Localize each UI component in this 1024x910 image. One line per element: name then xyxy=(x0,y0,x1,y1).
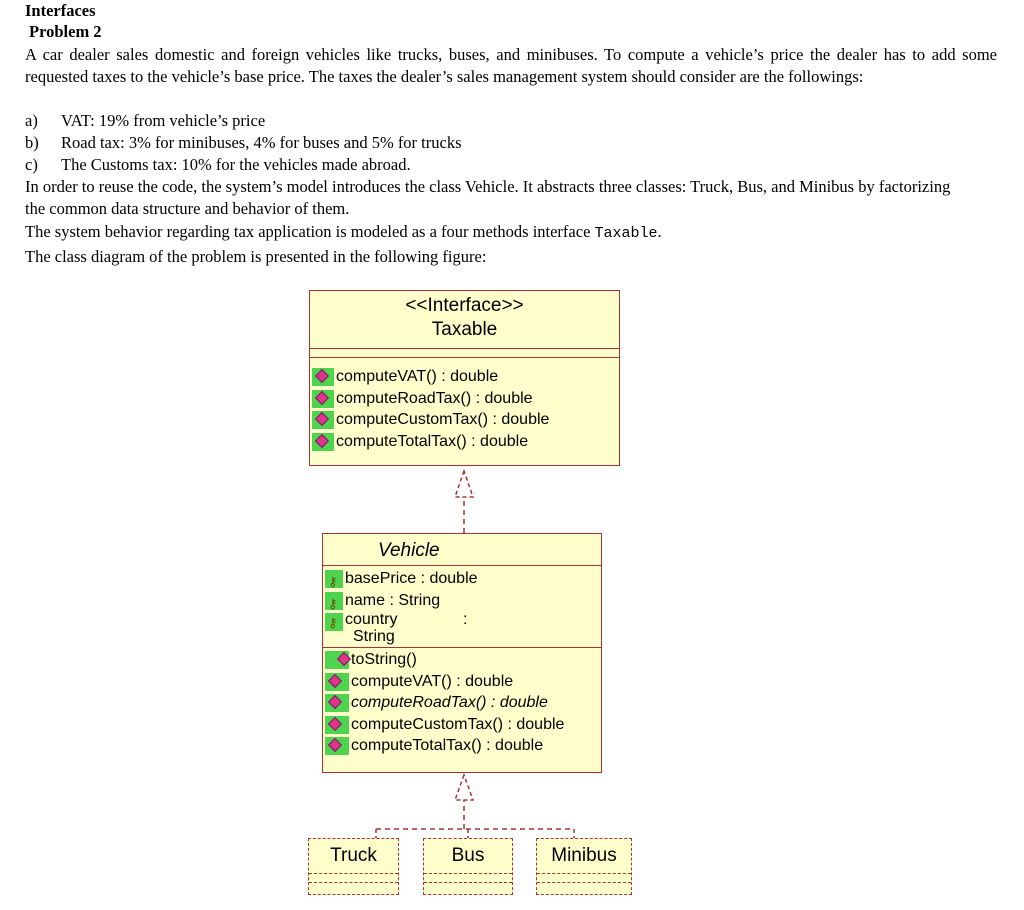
class-name: Vehicle xyxy=(378,540,440,561)
method-row[interactable] xyxy=(323,735,601,757)
public-method-icon xyxy=(325,716,349,734)
divider xyxy=(424,873,512,882)
behavior-end: . xyxy=(657,222,662,241)
method-label: computeCustomTax() : double xyxy=(336,411,550,428)
attribute-row[interactable] xyxy=(323,611,601,629)
interface-code: Taxable xyxy=(594,225,658,242)
class-name: Minibus xyxy=(551,845,617,866)
divider xyxy=(309,873,398,882)
method-label: computeTotalTax() : double xyxy=(351,737,544,754)
problem-title: Problem 2 xyxy=(29,22,102,41)
protected-attribute-icon: ⚷ xyxy=(325,570,343,588)
tax-item-text: VAT: 19% from vehicle’s price xyxy=(61,111,266,130)
public-method-icon xyxy=(312,411,334,429)
divider xyxy=(424,882,512,891)
method-row[interactable] xyxy=(310,388,619,410)
heading: Interfaces xyxy=(25,1,96,20)
method-row[interactable] xyxy=(310,431,619,453)
truck-class-box[interactable] xyxy=(308,838,399,895)
tax-item-text: The Customs tax: 10% for the vehicles made abroad. xyxy=(61,155,411,174)
method-label: computeCustomTax() : double xyxy=(351,715,565,733)
method-label: computeVAT() : double xyxy=(351,672,514,690)
attribute-label: basePrice : double xyxy=(345,570,478,587)
method-row[interactable] xyxy=(323,714,601,736)
class-name: Truck xyxy=(330,845,377,866)
method-row[interactable] xyxy=(310,366,619,388)
attribute-label: country xyxy=(345,611,398,628)
vehicle-class-box[interactable] xyxy=(322,533,602,773)
reuse-paragraph: In order to reuse the code, the system’s model introduces the class Vehicle. It abstracts three classes: Truck, Bus, and Minibus by factorizing the common data structure and behavior of them. xyxy=(25,177,951,218)
public-method-icon xyxy=(325,694,349,712)
method-label: computeRoadTax() : double xyxy=(336,389,533,407)
method-label: toString() xyxy=(351,651,417,668)
attribute-row[interactable] xyxy=(323,590,601,612)
taxable-interface-box[interactable] xyxy=(309,290,620,466)
tax-item-label: a) xyxy=(25,111,38,130)
generalization-arrowhead xyxy=(455,775,473,800)
attribute-label: name : String xyxy=(345,591,441,609)
abstract-method-row[interactable] xyxy=(323,692,601,714)
figure-intro: The class diagram of the problem is presented in the following figure: xyxy=(25,247,487,266)
minibus-class-box[interactable] xyxy=(536,838,632,895)
public-method-icon xyxy=(312,390,334,408)
method-row[interactable] xyxy=(323,649,601,671)
method-label: computeTotalTax() : double xyxy=(336,432,529,450)
class-name: Bus xyxy=(451,845,485,866)
divider xyxy=(537,882,631,891)
stereotype-label: <<Interface>> xyxy=(405,295,524,316)
public-method-icon xyxy=(325,651,349,669)
method-row[interactable] xyxy=(323,671,601,693)
public-method-icon xyxy=(325,673,349,691)
attribute-colon: : xyxy=(463,611,468,628)
public-method-icon xyxy=(312,368,334,386)
intro-paragraph: A car dealer sales domestic and foreign vehicles like trucks, buses, and minibuses. To compute a vehicle’s price the dealer has to add some requested taxes to the vehicle’s base price. The taxes the dealer’s sales management system should consider are the followings: xyxy=(25,45,997,86)
method-row[interactable] xyxy=(310,409,619,431)
public-method-icon xyxy=(312,433,334,451)
realization-arrowhead xyxy=(455,471,473,497)
method-label: computeVAT() : double xyxy=(336,368,499,385)
tax-item-text: Road tax: 3% for minibuses, 4% for buses and 5% for trucks xyxy=(61,133,462,152)
protected-attribute-icon: ⚷ xyxy=(325,592,343,610)
behavior-text: The system behavior regarding tax application is modeled as a four methods interface xyxy=(25,222,595,241)
attribute-row[interactable] xyxy=(323,568,601,590)
attribute-type: String xyxy=(353,628,395,645)
divider xyxy=(309,882,398,891)
method-label: computeRoadTax() : double xyxy=(351,694,548,711)
protected-attribute-icon: ⚷ xyxy=(325,613,343,631)
divider xyxy=(537,873,631,882)
bus-class-box[interactable] xyxy=(423,838,513,895)
interface-name: Taxable xyxy=(431,319,498,340)
public-method-icon xyxy=(325,737,349,755)
tax-item-label: b) xyxy=(25,133,39,152)
tax-item-label: c) xyxy=(25,155,38,174)
